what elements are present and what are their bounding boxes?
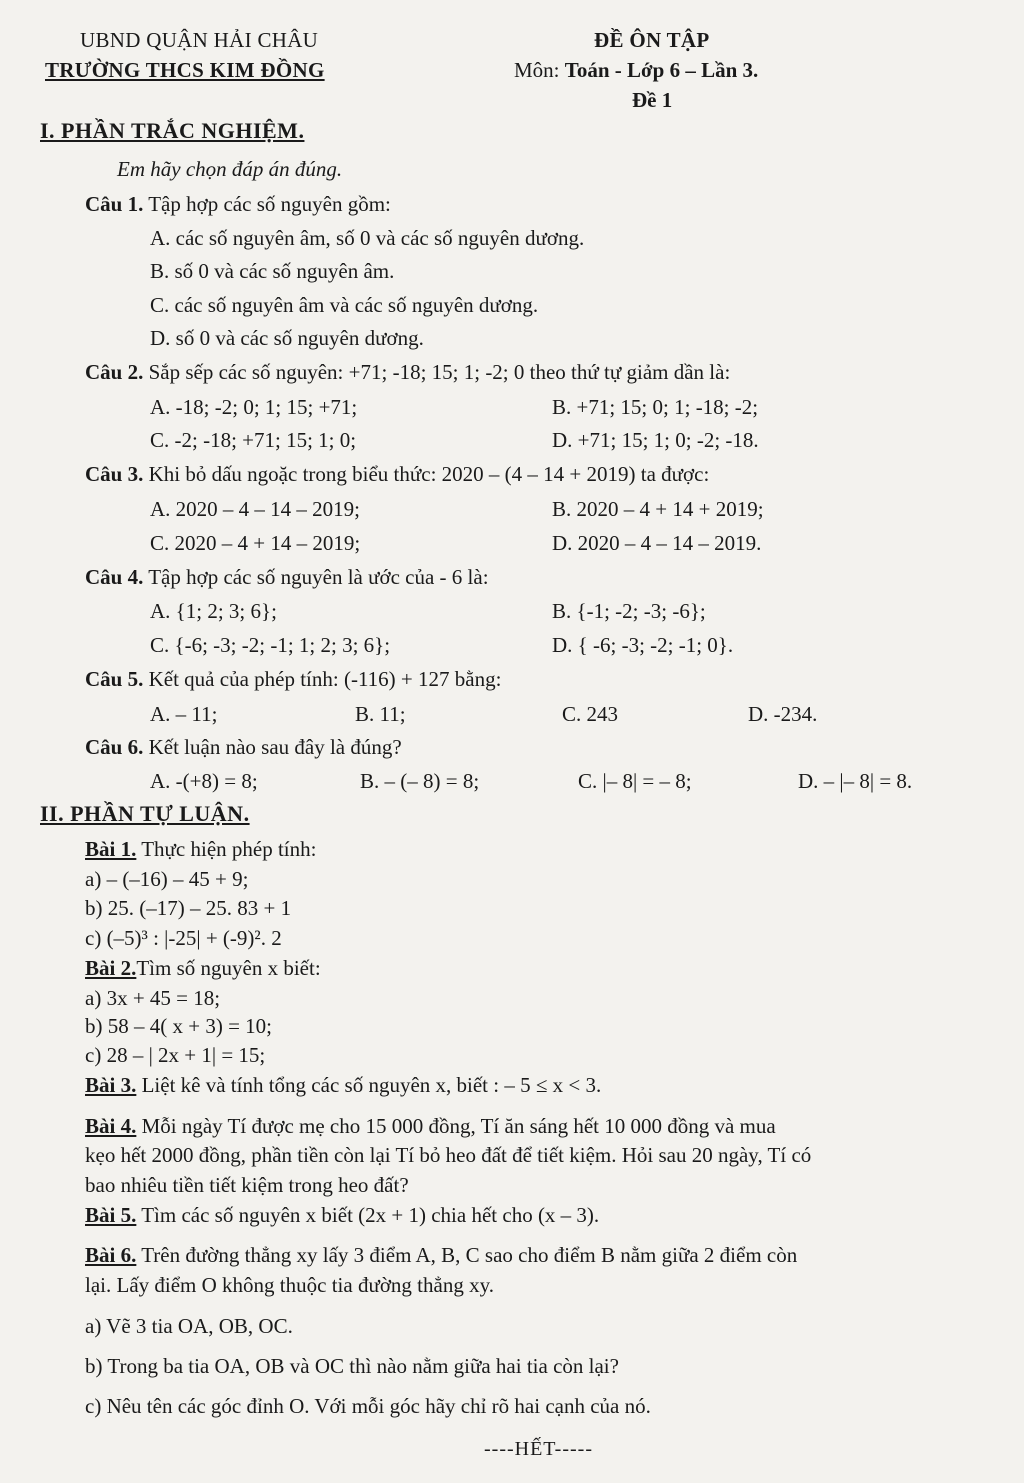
q6-option-d: D. – |– 8| = 8.: [798, 769, 913, 793]
exercise-text: Mỗi ngày Tí được mẹ cho 15 000 đồng, Tí ăn sáng hết 10 000 đồng và mua: [136, 1114, 776, 1138]
exercise-6: [85, 1242, 797, 1268]
exercise-5: [85, 1202, 599, 1228]
exercise-1-item-c: c) (–5)³ : |-25| + (-9)². 2: [85, 926, 282, 950]
q5-option-b: B. 11;: [355, 702, 406, 726]
q2-option-c: C. -2; -18; +71; 15; 1; 0;: [150, 428, 357, 452]
q5-option-d: D. -234.: [748, 702, 818, 726]
q4-option-d: D. { -6; -3; -2; -1; 0}.: [552, 633, 734, 657]
question-3: [85, 461, 709, 487]
exam-code: Đề 1: [632, 88, 673, 112]
subject-line: [514, 57, 758, 83]
question-text: Tập hợp các số nguyên là ước của - 6 là:: [143, 565, 489, 589]
question-text: Sắp sếp các số nguyên: +71; -18; 15; 1; -2; 0 theo thứ tự giảm dần là:: [143, 360, 731, 384]
question-label: Câu 3.: [85, 462, 144, 486]
q2-option-b: B. +71; 15; 0; 1; -18; -2;: [552, 395, 759, 419]
question-text: Kết quả của phép tính: (-116) + 127 bằng:: [143, 667, 502, 691]
exercise-label: Bài 5.: [85, 1203, 137, 1227]
exercise-1: [85, 836, 316, 862]
q5-option-c: C. 243: [562, 702, 619, 726]
q6-option-b: B. – (– 8) = 8;: [360, 769, 480, 793]
exercise-4-line2: kẹo hết 2000 đồng, phần tiền còn lại Tí bỏ heo đất để tiết kiệm. Hỏi sau 20 ngày, Tí có: [85, 1143, 812, 1167]
q3-option-a: A. 2020 – 4 – 14 – 2019;: [150, 497, 360, 521]
part1-title: I. PHẦN TRẮC NGHIỆM.: [40, 118, 305, 143]
exercise-6-item-c: c) Nêu tên các góc đỉnh O. Với mỗi góc hãy chỉ rõ hai cạnh của nó.: [85, 1394, 651, 1418]
q2-option-a: A. -18; -2; 0; 1; 15; +71;: [150, 395, 358, 419]
exercise-label: Bài 3.: [85, 1073, 137, 1097]
q1-option-d: D. số 0 và các số nguyên dương.: [150, 326, 424, 350]
question-label: Câu 6.: [85, 735, 144, 759]
exercise-4: [85, 1113, 776, 1139]
end-marker: ----HẾT-----: [484, 1438, 593, 1460]
question-5: [85, 666, 501, 692]
question-text: Khi bỏ dấu ngoặc trong biểu thức: 2020 – (4 – 14 + 2019) ta được:: [143, 462, 710, 486]
exercise-label: Bài 1.: [85, 837, 137, 861]
exercise-label: Bài 2.: [85, 956, 137, 980]
q2-option-d: D. +71; 15; 1; 0; -2; -18.: [552, 428, 759, 452]
exercise-2-item-c: c) 28 – | 2x + 1| = 15;: [85, 1043, 266, 1067]
q4-option-c: C. {-6; -3; -2; -1; 1; 2; 3; 6};: [150, 633, 391, 657]
exercise-2-item-a: a) 3x + 45 = 18;: [85, 986, 221, 1010]
q3-option-b: B. 2020 – 4 + 14 + 2019;: [552, 497, 764, 521]
question-4: [85, 564, 489, 590]
question-label: Câu 2.: [85, 360, 144, 384]
exercise-text: Tìm các số nguyên x biết (2x + 1) chia hết cho (x – 3).: [136, 1203, 600, 1227]
subject-value: Toán - Lớp 6 – Lần 3.: [564, 58, 759, 82]
subject-label: Môn:: [514, 58, 565, 82]
exercise-1-item-a: a) – (–16) – 45 + 9;: [85, 867, 249, 891]
q3-option-c: C. 2020 – 4 + 14 – 2019;: [150, 531, 361, 555]
q5-option-a: A. – 11;: [150, 702, 218, 726]
exercise-6-line2: lại. Lấy điểm O không thuộc tia đường thẳng xy.: [85, 1273, 494, 1297]
district-name: UBND QUẬN HẢI CHÂU: [80, 28, 319, 52]
question-2: [85, 359, 730, 385]
q1-option-b: B. số 0 và các số nguyên âm.: [150, 259, 395, 283]
exercise-label: Bài 4.: [85, 1114, 137, 1138]
exercise-4-line3: bao nhiêu tiền tiết kiệm trong heo đất?: [85, 1173, 409, 1197]
question-text: Tập hợp các số nguyên gồm:: [143, 192, 391, 216]
exam-title: ĐỀ ÔN TẬP: [594, 28, 710, 52]
q4-option-b: B. {-1; -2; -3; -6};: [552, 599, 706, 623]
q1-option-c: C. các số nguyên âm và các số nguyên dương.: [150, 293, 539, 317]
exercise-1-item-b: b) 25. (–17) – 25. 83 + 1: [85, 896, 292, 920]
part2-title: II. PHẦN TỰ LUẬN.: [40, 801, 250, 826]
exercise-text: Trên đường thẳng xy lấy 3 điểm A, B, C sao cho điểm B nằm giữa 2 điểm còn: [136, 1243, 798, 1267]
school-name: TRƯỜNG THCS KIM ĐỒNG: [45, 58, 325, 82]
exercise-2-item-b: b) 58 – 4( x + 3) = 10;: [85, 1014, 273, 1038]
part1-instruction: Em hãy chọn đáp án đúng.: [117, 157, 343, 181]
question-label: Câu 4.: [85, 565, 144, 589]
question-6: [85, 734, 402, 760]
exercise-6-item-a: a) Vẽ 3 tia OA, OB, OC.: [85, 1314, 293, 1338]
exercise-2: [85, 955, 321, 981]
question-text: Kết luận nào sau đây là đúng?: [143, 735, 402, 759]
q3-option-d: D. 2020 – 4 – 14 – 2019.: [552, 531, 762, 555]
q6-option-c: C. |– 8| = – 8;: [578, 769, 692, 793]
exercise-text: Tìm số nguyên x biết:: [136, 956, 321, 980]
exercise-label: Bài 6.: [85, 1243, 137, 1267]
exercise-6-item-b: b) Trong ba tia OA, OB và OC thì nào nằm giữa hai tia còn lại?: [85, 1354, 619, 1378]
exercise-text: Thực hiện phép tính:: [136, 837, 317, 861]
exercise-text: Liệt kê và tính tổng các số nguyên x, biết : – 5 ≤ x < 3.: [136, 1073, 602, 1097]
q4-option-a: A. {1; 2; 3; 6};: [150, 599, 277, 623]
exercise-3: [85, 1072, 601, 1098]
question-label: Câu 5.: [85, 667, 144, 691]
question-1: [85, 191, 391, 217]
question-label: Câu 1.: [85, 192, 144, 216]
q1-option-a: A. các số nguyên âm, số 0 và các số nguyên dương.: [150, 226, 585, 250]
q6-option-a: A. -(+8) = 8;: [150, 769, 258, 793]
